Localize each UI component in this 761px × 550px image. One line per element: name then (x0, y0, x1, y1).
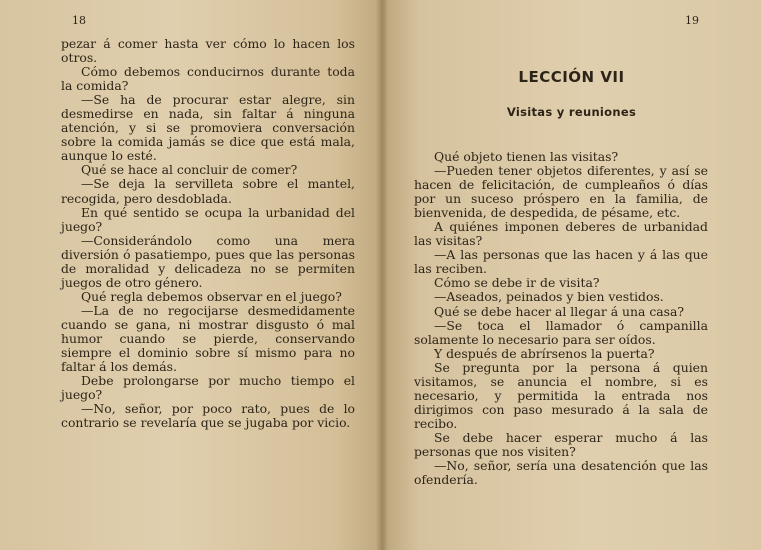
paragraph: A quiénes imponen deberes de urbanidad las visitas? (414, 219, 708, 249)
paragraph: —Se deja la servilleta sobre el mantel, recogida, pero desdoblada. (61, 176, 355, 206)
paragraph: Cómo se debe ir de visita? (434, 275, 600, 291)
paragraph: Debe prolongarse por mucho tiempo el juego? (61, 373, 355, 403)
paragraph: —Pueden tener objetos diferentes, y así se hacen de felicitación, de cumpleaños ó días por un suceso próspero en la familia, de bienvenida, de despedida, de pésame, etc. (414, 163, 708, 221)
right-page (382, 0, 761, 550)
paragraph: Qué regla debemos observar en el juego? (81, 288, 342, 304)
page-number-left: 18 (72, 14, 86, 27)
paragraph: Se pregunta por la persona á quien visitamos, se anuncia el nombre, si es necesario, y permitida la entrada nos dirigimos con paso mesurado á la sala de recibo. (414, 359, 708, 431)
paragraph: —Considerándolo como una mera diversión ó pasatiempo, pues que las personas de moralidad y delicadeza no se permiten juegos de otro género. (61, 232, 355, 290)
paragraph: —Aseados, peinados y bien vestidos. (434, 289, 664, 305)
paragraph: Y después de abrírsenos la puerta? (434, 345, 655, 361)
paragraph: —Se ha de procurar estar alegre, sin desmedirse en nada, sin faltar á ninguna atención, y si se promoviera conversación sobre la comida jamás se dice que está mala, aunque lo esté. (61, 92, 355, 164)
paragraph: Qué objeto tienen las visitas? (434, 149, 619, 164)
paragraph: pezar á comer hasta ver cómo lo hacen los otros. (61, 36, 355, 66)
right-page-text (414, 150, 708, 487)
paragraph: —No, señor, por poco rato, pues de lo contrario se revelaría que se jugaba por vicio. (61, 401, 355, 431)
paragraph: —La de no regocijarse desmedidamente cuando se gana, ni mostrar disgusto ó mal humor cuando se pierde, conservando siempre el dominio sobre sí mismo para no faltar á los demás. (61, 302, 355, 375)
left-page-text (61, 37, 355, 430)
paragraph: En qué sentido se ocupa la urbanidad del juego? (61, 204, 355, 234)
paragraph: —No, señor, sería una desatención que las ofendería. (414, 458, 708, 488)
lesson-title: LECCIÓN VII (518, 68, 625, 86)
paragraph: Qué se hace al concluir de comer? (81, 162, 298, 178)
paragraph: Qué se debe hacer al llegar á una casa? (434, 303, 685, 319)
paragraph: —A las personas que las hacen y á las que las reciben. (414, 247, 708, 277)
lesson-subtitle: Visitas y reuniones (506, 105, 637, 119)
paragraph: Cómo debemos conducirnos durante toda la comida? (61, 64, 355, 94)
paragraph: —Se toca el llamador ó campanilla solamente lo necesario para ser oídos. (414, 317, 708, 347)
page-number-right: 19 (685, 14, 699, 27)
paragraph: Se debe hacer esperar mucho á las personas que nos visiten? (414, 429, 708, 459)
